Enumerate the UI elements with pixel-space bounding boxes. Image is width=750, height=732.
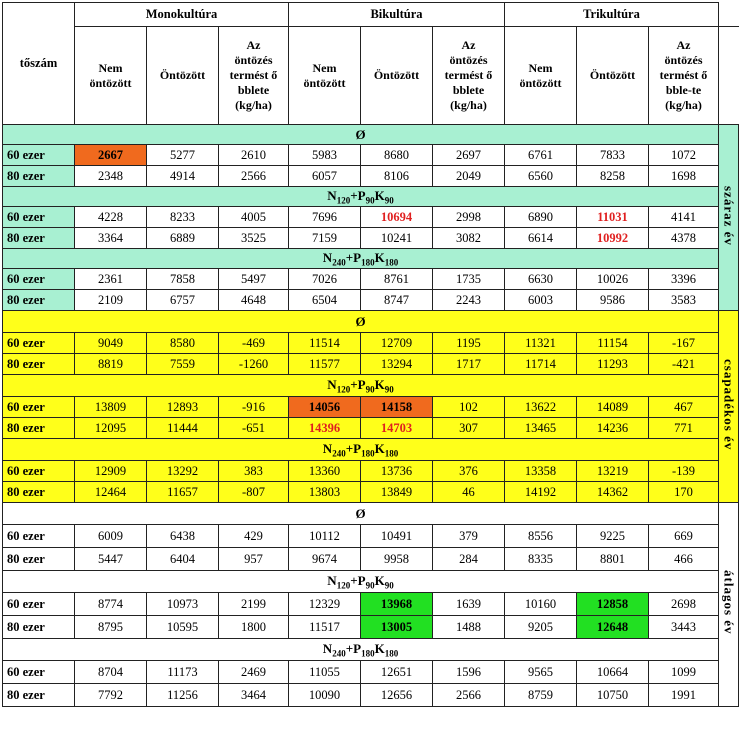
- value-cell: 2697: [433, 145, 505, 166]
- value-cell: 467: [649, 397, 719, 418]
- value-cell: 8556: [505, 525, 577, 548]
- data-row: [3, 269, 739, 290]
- value-cell: -421: [649, 354, 719, 375]
- value-cell: 2998: [433, 207, 505, 228]
- value-cell: 4005: [219, 207, 289, 228]
- data-row: [3, 482, 739, 503]
- value-cell: 10241: [361, 228, 433, 249]
- value-cell: 13736: [361, 461, 433, 482]
- plant-density-label: 60 ezer: [3, 397, 75, 418]
- data-row: [3, 333, 739, 354]
- value-cell: 7833: [577, 145, 649, 166]
- column-header: Az öntözés termést ő bble-te (kg/ha): [649, 27, 719, 125]
- plant-density-label: 60 ezer: [3, 661, 75, 684]
- value-cell: 9049: [75, 333, 147, 354]
- value-cell: 6890: [505, 207, 577, 228]
- value-cell: 7696: [289, 207, 361, 228]
- value-cell: 10112: [289, 525, 361, 548]
- plant-density-label: 80 ezer: [3, 418, 75, 439]
- year-label: száraz év: [719, 125, 739, 311]
- value-cell: -469: [219, 333, 289, 354]
- header-row-cols: [3, 27, 739, 125]
- value-cell: 957: [219, 548, 289, 571]
- treatment-label: Ø: [3, 311, 719, 333]
- value-cell: 8759: [505, 684, 577, 707]
- treatment-row: [3, 249, 739, 269]
- plant-density-label: 60 ezer: [3, 525, 75, 548]
- value-cell: 6630: [505, 269, 577, 290]
- value-cell: 13465: [505, 418, 577, 439]
- value-cell: 13968: [361, 593, 433, 616]
- year-label: átlagos év: [719, 503, 739, 707]
- value-cell: 2361: [75, 269, 147, 290]
- value-cell: 11321: [505, 333, 577, 354]
- treatment-label: $N_{120}+P_{90}K_{90}$: [3, 187, 719, 207]
- value-cell: 6560: [505, 166, 577, 187]
- column-header: Az öntözés termést ő bblete (kg/ha): [219, 27, 289, 125]
- data-row: [3, 461, 739, 482]
- value-cell: 10160: [505, 593, 577, 616]
- value-cell: 10026: [577, 269, 649, 290]
- value-cell: 13849: [361, 482, 433, 503]
- value-cell: 6504: [289, 290, 361, 311]
- treatment-label: Ø: [3, 125, 719, 145]
- value-cell: 7026: [289, 269, 361, 290]
- value-cell: 2243: [433, 290, 505, 311]
- plant-density-label: 80 ezer: [3, 354, 75, 375]
- value-cell: 13803: [289, 482, 361, 503]
- plant-density-label: 80 ezer: [3, 166, 75, 187]
- value-cell: 3082: [433, 228, 505, 249]
- value-cell: 9958: [361, 548, 433, 571]
- value-cell: 7159: [289, 228, 361, 249]
- value-cell: 8801: [577, 548, 649, 571]
- value-cell: 13292: [147, 461, 219, 482]
- value-cell: 5983: [289, 145, 361, 166]
- value-cell: 12464: [75, 482, 147, 503]
- value-cell: 1596: [433, 661, 505, 684]
- value-cell: 14236: [577, 418, 649, 439]
- treatment-row: [3, 375, 739, 397]
- value-cell: 1488: [433, 616, 505, 639]
- value-cell: 5277: [147, 145, 219, 166]
- value-cell: 6889: [147, 228, 219, 249]
- value-cell: 13360: [289, 461, 361, 482]
- value-cell: 13294: [361, 354, 433, 375]
- value-cell: 10595: [147, 616, 219, 639]
- treatment-row: [3, 187, 739, 207]
- treatment-row: [3, 125, 739, 145]
- yield-table: [2, 2, 739, 707]
- value-cell: 6761: [505, 145, 577, 166]
- value-cell: 11577: [289, 354, 361, 375]
- value-cell: 6757: [147, 290, 219, 311]
- value-cell: 10973: [147, 593, 219, 616]
- value-cell: 669: [649, 525, 719, 548]
- value-cell: 13622: [505, 397, 577, 418]
- value-cell: 5497: [219, 269, 289, 290]
- column-header: Öntözött: [147, 27, 219, 125]
- value-cell: 4914: [147, 166, 219, 187]
- treatment-label: $N_{240}+P_{180}K_{180}$: [3, 439, 719, 461]
- value-cell: 3364: [75, 228, 147, 249]
- value-cell: 8704: [75, 661, 147, 684]
- value-cell: 11055: [289, 661, 361, 684]
- value-cell: 12329: [289, 593, 361, 616]
- data-row: [3, 661, 739, 684]
- value-cell: 4378: [649, 228, 719, 249]
- plant-density-label: 80 ezer: [3, 482, 75, 503]
- data-row: [3, 397, 739, 418]
- value-cell: 8774: [75, 593, 147, 616]
- value-cell: -807: [219, 482, 289, 503]
- value-cell: 6003: [505, 290, 577, 311]
- plant-density-label: 60 ezer: [3, 269, 75, 290]
- plant-density-label: 80 ezer: [3, 290, 75, 311]
- plant-density-label: 80 ezer: [3, 228, 75, 249]
- treatment-label: $N_{240}+P_{180}K_{180}$: [3, 249, 719, 269]
- data-row: [3, 593, 739, 616]
- value-cell: 9225: [577, 525, 649, 548]
- value-cell: 7559: [147, 354, 219, 375]
- value-cell: 102: [433, 397, 505, 418]
- value-cell: 3525: [219, 228, 289, 249]
- value-cell: 2667: [75, 145, 147, 166]
- data-row: [3, 166, 739, 187]
- value-cell: 13809: [75, 397, 147, 418]
- value-cell: 11173: [147, 661, 219, 684]
- corner-blank: [719, 3, 739, 27]
- value-cell: 2199: [219, 593, 289, 616]
- data-row: [3, 525, 739, 548]
- data-row: [3, 354, 739, 375]
- value-cell: 1195: [433, 333, 505, 354]
- value-cell: 12709: [361, 333, 433, 354]
- plant-density-label: 80 ezer: [3, 616, 75, 639]
- data-row: [3, 207, 739, 228]
- value-cell: 2348: [75, 166, 147, 187]
- value-cell: 14192: [505, 482, 577, 503]
- value-cell: 6438: [147, 525, 219, 548]
- value-cell: 12651: [361, 661, 433, 684]
- value-cell: 11714: [505, 354, 577, 375]
- value-cell: 8761: [361, 269, 433, 290]
- data-row: [3, 684, 739, 707]
- value-cell: 3464: [219, 684, 289, 707]
- value-cell: 11031: [577, 207, 649, 228]
- value-cell: 376: [433, 461, 505, 482]
- data-row: [3, 616, 739, 639]
- value-cell: 2698: [649, 593, 719, 616]
- value-cell: 5447: [75, 548, 147, 571]
- value-cell: 3583: [649, 290, 719, 311]
- treatment-label: $N_{120}+P_{90}K_{90}$: [3, 375, 719, 397]
- value-cell: 10992: [577, 228, 649, 249]
- value-cell: 12648: [577, 616, 649, 639]
- value-cell: 11514: [289, 333, 361, 354]
- value-cell: 8795: [75, 616, 147, 639]
- value-cell: 13005: [361, 616, 433, 639]
- value-cell: 11517: [289, 616, 361, 639]
- value-cell: 4648: [219, 290, 289, 311]
- value-cell: 1800: [219, 616, 289, 639]
- treatment-row: [3, 311, 739, 333]
- value-cell: 9565: [505, 661, 577, 684]
- group-header: Bikultúra: [289, 3, 505, 27]
- value-cell: 11154: [577, 333, 649, 354]
- treatment-row: [3, 439, 739, 461]
- value-cell: 2049: [433, 166, 505, 187]
- value-cell: 8819: [75, 354, 147, 375]
- value-cell: -167: [649, 333, 719, 354]
- value-cell: 12909: [75, 461, 147, 482]
- plant-density-label: 60 ezer: [3, 333, 75, 354]
- value-cell: 8580: [147, 333, 219, 354]
- data-row: [3, 548, 739, 571]
- value-cell: 1639: [433, 593, 505, 616]
- column-header: Nem öntözött: [505, 27, 577, 125]
- value-cell: 10090: [289, 684, 361, 707]
- group-header: Trikultúra: [505, 3, 719, 27]
- value-cell: 3443: [649, 616, 719, 639]
- value-cell: -1260: [219, 354, 289, 375]
- treatment-label: Ø: [3, 503, 719, 525]
- value-cell: 170: [649, 482, 719, 503]
- value-cell: 429: [219, 525, 289, 548]
- value-cell: -651: [219, 418, 289, 439]
- treatment-label: $N_{120}+P_{90}K_{90}$: [3, 571, 719, 593]
- column-header: Nem öntözött: [289, 27, 361, 125]
- value-cell: 8335: [505, 548, 577, 571]
- value-cell: 46: [433, 482, 505, 503]
- value-cell: 284: [433, 548, 505, 571]
- corner-blank: [719, 27, 739, 125]
- value-cell: 6404: [147, 548, 219, 571]
- value-cell: 10664: [577, 661, 649, 684]
- value-cell: 2566: [219, 166, 289, 187]
- value-cell: 12858: [577, 593, 649, 616]
- value-cell: 14056: [289, 397, 361, 418]
- value-cell: 8233: [147, 207, 219, 228]
- data-row: [3, 145, 739, 166]
- value-cell: 1072: [649, 145, 719, 166]
- treatment-label: $N_{240}+P_{180}K_{180}$: [3, 639, 719, 661]
- plant-density-label: 60 ezer: [3, 461, 75, 482]
- treatment-row: [3, 571, 739, 593]
- header-row-groups: [3, 3, 739, 27]
- value-cell: 12095: [75, 418, 147, 439]
- value-cell: -916: [219, 397, 289, 418]
- value-cell: 12893: [147, 397, 219, 418]
- value-cell: 2610: [219, 145, 289, 166]
- value-cell: 9205: [505, 616, 577, 639]
- value-cell: 13219: [577, 461, 649, 482]
- value-cell: 13358: [505, 461, 577, 482]
- column-header: Öntözött: [577, 27, 649, 125]
- value-cell: 7858: [147, 269, 219, 290]
- value-cell: 11657: [147, 482, 219, 503]
- value-cell: 14703: [361, 418, 433, 439]
- value-cell: 3396: [649, 269, 719, 290]
- data-row: [3, 228, 739, 249]
- toszam-header: tőszám: [3, 3, 75, 125]
- value-cell: 1099: [649, 661, 719, 684]
- value-cell: 2109: [75, 290, 147, 311]
- value-cell: 379: [433, 525, 505, 548]
- value-cell: 6614: [505, 228, 577, 249]
- value-cell: 14396: [289, 418, 361, 439]
- value-cell: 12656: [361, 684, 433, 707]
- column-header: Nem öntözött: [75, 27, 147, 125]
- value-cell: 10750: [577, 684, 649, 707]
- value-cell: 2469: [219, 661, 289, 684]
- plant-density-label: 80 ezer: [3, 548, 75, 571]
- value-cell: 1698: [649, 166, 719, 187]
- group-header: Monokultúra: [75, 3, 289, 27]
- value-cell: 1717: [433, 354, 505, 375]
- treatment-row: [3, 639, 739, 661]
- plant-density-label: 80 ezer: [3, 684, 75, 707]
- value-cell: 14158: [361, 397, 433, 418]
- plant-density-label: 60 ezer: [3, 593, 75, 616]
- value-cell: 771: [649, 418, 719, 439]
- value-cell: 10491: [361, 525, 433, 548]
- value-cell: 8258: [577, 166, 649, 187]
- value-cell: 7792: [75, 684, 147, 707]
- value-cell: 466: [649, 548, 719, 571]
- data-row: [3, 418, 739, 439]
- value-cell: 8680: [361, 145, 433, 166]
- value-cell: 383: [219, 461, 289, 482]
- column-header: Az öntözés termést ő bblete (kg/ha): [433, 27, 505, 125]
- data-row: [3, 290, 739, 311]
- value-cell: 11256: [147, 684, 219, 707]
- value-cell: 14089: [577, 397, 649, 418]
- treatment-row: [3, 503, 739, 525]
- value-cell: 307: [433, 418, 505, 439]
- value-cell: 9674: [289, 548, 361, 571]
- value-cell: 10694: [361, 207, 433, 228]
- value-cell: 1991: [649, 684, 719, 707]
- value-cell: 6009: [75, 525, 147, 548]
- value-cell: 9586: [577, 290, 649, 311]
- value-cell: 14362: [577, 482, 649, 503]
- value-cell: 11444: [147, 418, 219, 439]
- value-cell: 6057: [289, 166, 361, 187]
- value-cell: 4228: [75, 207, 147, 228]
- value-cell: 4141: [649, 207, 719, 228]
- value-cell: 8747: [361, 290, 433, 311]
- value-cell: 11293: [577, 354, 649, 375]
- plant-density-label: 60 ezer: [3, 207, 75, 228]
- value-cell: 1735: [433, 269, 505, 290]
- value-cell: 2566: [433, 684, 505, 707]
- year-label: csapadékos év: [719, 311, 739, 503]
- plant-density-label: 60 ezer: [3, 145, 75, 166]
- column-header: Öntözött: [361, 27, 433, 125]
- value-cell: -139: [649, 461, 719, 482]
- value-cell: 8106: [361, 166, 433, 187]
